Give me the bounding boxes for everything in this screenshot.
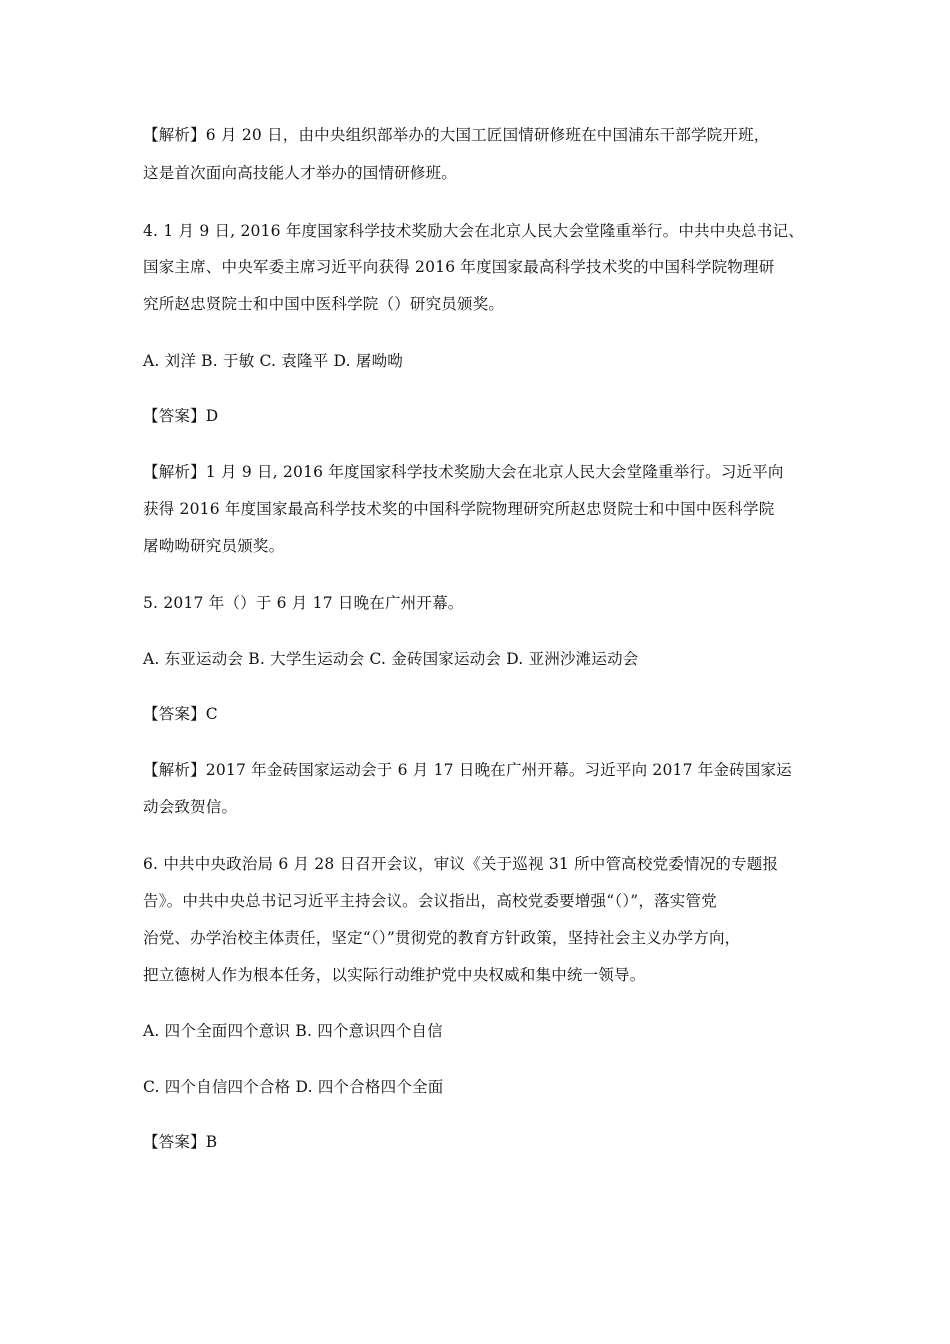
question-6-answer: 【答案】B (143, 1133, 218, 1151)
question-4-line: 4. 1 月 9 日, 2016 年度国家科学技术奖励大会在北京人民大会堂隆重举行。中共中央总书记、 (143, 222, 804, 240)
question-5-analysis-line: 【解析】2017 年金砖国家运动会于 6 月 17 日晚在广州开幕。习近平向 2017 年金砖国家运 (143, 761, 792, 779)
question-4-answer: 【答案】D (143, 407, 219, 425)
question-5-options: A. 东亚运动会 B. 大学生运动会 C. 金砖国家运动会 D. 亚洲沙滩运动会 (143, 650, 639, 668)
question-4-line: 国家主席、中央军委主席习近平向获得 2016 年度国家最高科学技术奖的中国科学院物理研 (143, 258, 775, 276)
question-6-options: C. 四个自信四个合格 D. 四个合格四个全面 (143, 1078, 444, 1096)
question-6-line: 6. 中共中央政治局 6 月 28 日召开会议，审议《关于巡视 31 所中管高校党委情况的专题报 (143, 855, 779, 873)
question-5-line: 5. 2017 年（）于 6 月 17 日晚在广州开幕。 (143, 594, 464, 612)
question-5-answer: 【答案】C (143, 705, 218, 723)
question-4-analysis-line: 获得 2016 年度国家最高科学技术奖的中国科学院物理研究所赵忠贤院士和中国中医科学院 (143, 500, 775, 518)
analysis-line: 这是首次面向高技能人才举办的国情研修班。 (143, 164, 458, 182)
question-6-line: 告》。中共中央总书记习近平主持会议。会议指出，高校党委要增强“（）”，落实管党 (143, 892, 717, 910)
analysis-line: 【解析】6 月 20 日，由中央组织部举办的大国工匠国情研修班在中国浦东干部学院开班， (143, 126, 770, 144)
question-5-analysis-line: 动会致贺信。 (143, 798, 238, 816)
question-4-options: A. 刘洋 B. 于敏 C. 袁隆平 D. 屠呦呦 (143, 352, 403, 370)
question-4-analysis-line: 【解析】1 月 9 日, 2016 年度国家科学技术奖励大会在北京人民大会堂隆重举行。习近平向 (143, 463, 784, 481)
question-4-analysis-line: 屠呦呦研究员颁奖。 (143, 537, 285, 555)
question-6-options: A. 四个全面四个意识 B. 四个意识四个自信 (143, 1022, 443, 1040)
question-4-line: 究所赵忠贤院士和中国中医科学院（）研究员颁奖。 (143, 295, 505, 313)
question-6-line: 把立德树人作为根本任务，以实际行动维护党中央权威和集中统一领导。 (143, 966, 646, 984)
question-6-line: 治党、办学治校主体责任，坚定“（）”贯彻党的教育方针政策，坚持社会主义办学方向， (143, 929, 741, 947)
